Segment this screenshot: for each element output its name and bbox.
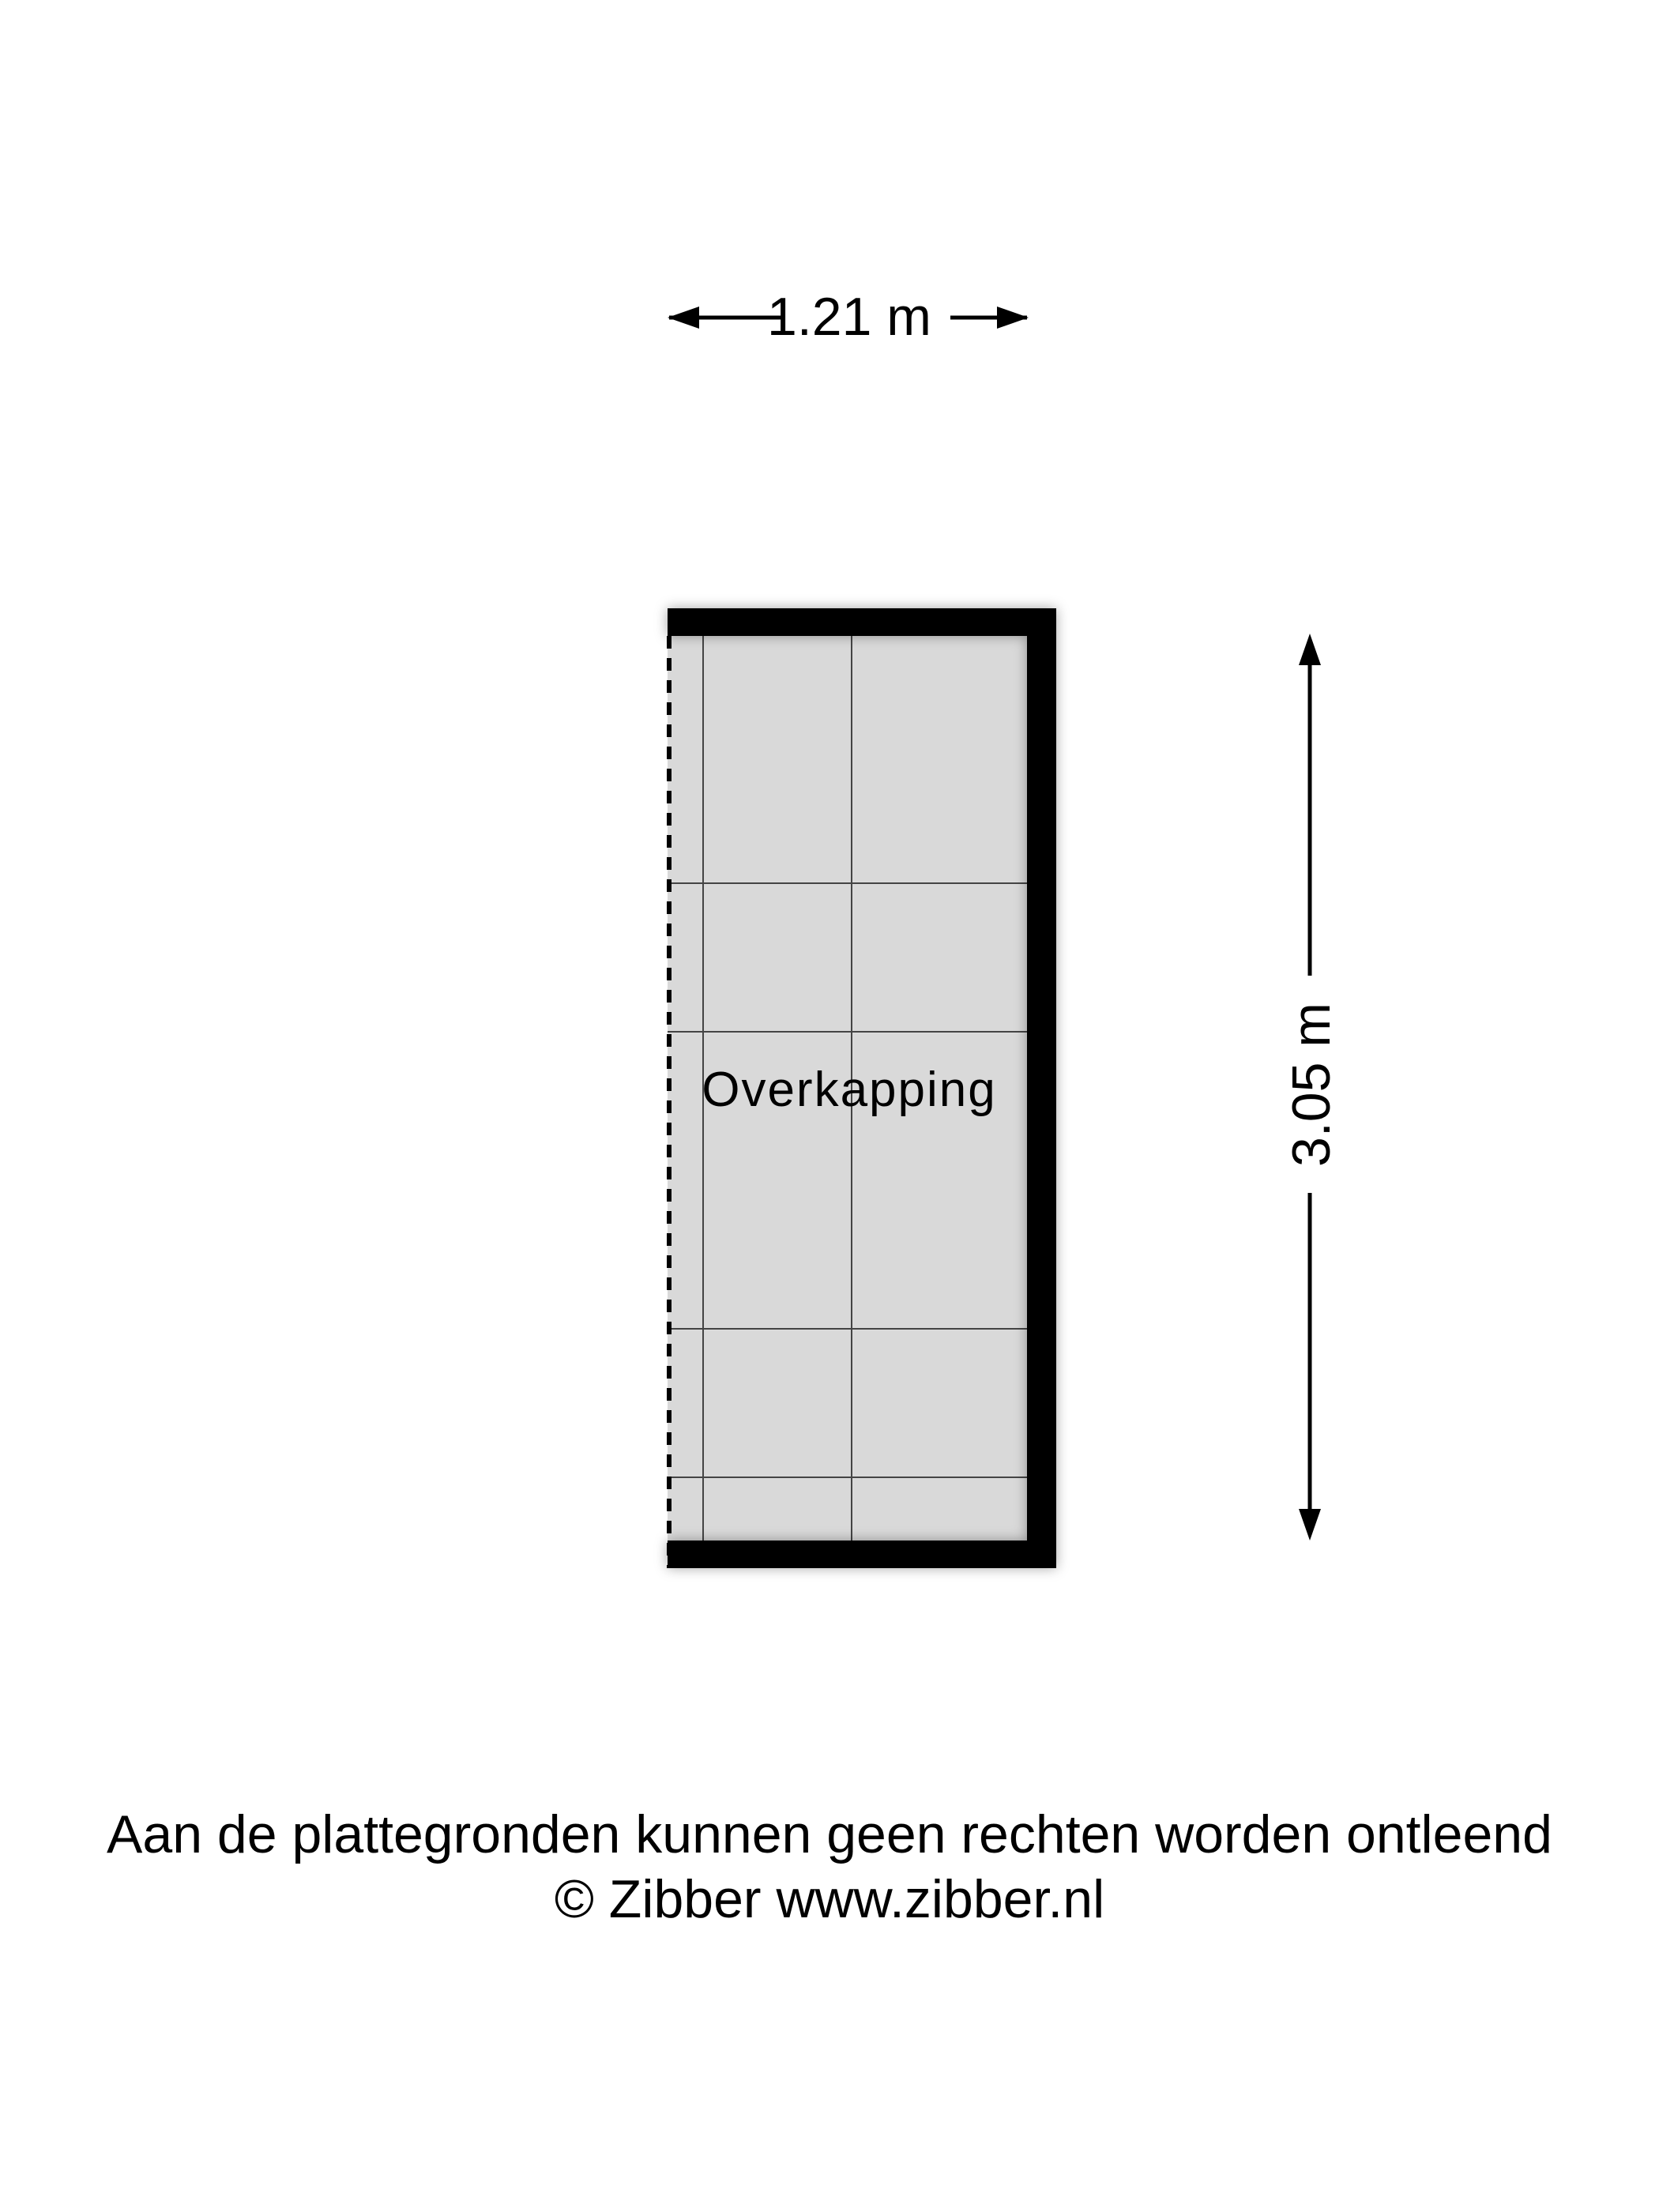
disclaimer-text: Aan de plattegronden kunnen geen rechten worden ontleend [107, 1804, 1552, 1864]
wall-bottom [668, 1540, 1056, 1568]
wall-right [1027, 608, 1056, 1568]
room-overkapping [668, 608, 1056, 1568]
width-dimension [668, 287, 1029, 347]
length-arrowhead-top-icon [1299, 634, 1321, 665]
length-arrowhead-bottom-icon [1299, 1509, 1321, 1540]
room-label: Overkapping [702, 1063, 997, 1117]
copyright-text: © Zibber www.zibber.nl [554, 1869, 1105, 1929]
width-dimension-label: 1.21 m [767, 287, 931, 347]
wall-top [668, 608, 1056, 636]
width-arrowhead-left-icon [668, 307, 699, 329]
length-dimension-label: 3.05 m [1281, 1003, 1341, 1167]
width-arrowhead-right-icon [997, 307, 1029, 329]
length-dimension [1281, 634, 1341, 1540]
